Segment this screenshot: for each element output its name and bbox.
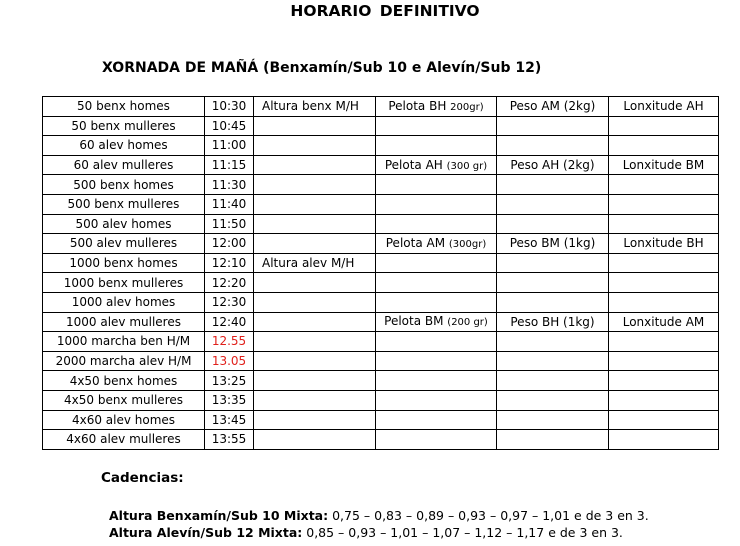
time-cell: 12:00 bbox=[205, 234, 254, 254]
event-cell: 1000 benx mulleres bbox=[43, 273, 205, 293]
pelota-cell bbox=[376, 253, 497, 273]
pelota-cell bbox=[376, 234, 497, 254]
pelota-cell bbox=[376, 214, 497, 234]
event-cell: 1000 alev mulleres bbox=[43, 312, 205, 332]
pelota-cell bbox=[376, 351, 497, 371]
pelota-cell bbox=[376, 410, 497, 430]
pelota-label: Pelota AM bbox=[385, 235, 449, 250]
altura-cell bbox=[254, 136, 376, 156]
event-cell: 500 benx homes bbox=[43, 175, 205, 195]
lonxitude-cell bbox=[609, 351, 719, 371]
time-cell: 11:40 bbox=[205, 194, 254, 214]
altura-cell bbox=[254, 175, 376, 195]
altura-cell bbox=[254, 312, 376, 332]
lonxitude-cell bbox=[609, 390, 719, 410]
time-cell: 10:30 bbox=[205, 97, 254, 117]
altura-cell bbox=[254, 371, 376, 391]
lonxitude-cell bbox=[609, 175, 719, 195]
peso-cell bbox=[497, 371, 609, 391]
time-cell: 11:30 bbox=[205, 175, 254, 195]
time-cell: 13.05 bbox=[205, 351, 254, 371]
altura-cell bbox=[254, 273, 376, 293]
peso-cell bbox=[497, 430, 609, 450]
lonxitude-cell bbox=[609, 253, 719, 273]
pelota-label: Pelota AH bbox=[384, 157, 447, 172]
event-cell: 4x50 benx homes bbox=[43, 371, 205, 391]
altura-cell bbox=[254, 332, 376, 352]
table-row bbox=[43, 410, 719, 430]
time-cell: 10:45 bbox=[205, 116, 254, 136]
lonxitude-cell bbox=[609, 273, 719, 293]
table-row bbox=[43, 155, 719, 175]
lonxitude-cell bbox=[609, 371, 719, 391]
table-row bbox=[43, 234, 719, 254]
table-row bbox=[43, 175, 719, 195]
pelota-weight: (300 gr) bbox=[446, 160, 488, 172]
lonxitude-cell bbox=[609, 332, 719, 352]
pelota-cell bbox=[376, 194, 497, 214]
table-row bbox=[43, 390, 719, 410]
pelota-cell bbox=[376, 332, 497, 352]
event-cell: 50 benx homes bbox=[43, 97, 205, 117]
time-cell: 13:25 bbox=[205, 371, 254, 391]
peso-cell bbox=[497, 351, 609, 371]
time-cell: 13:45 bbox=[205, 410, 254, 430]
altura-cell bbox=[254, 155, 376, 175]
table-row bbox=[43, 312, 719, 332]
time-cell: 12:10 bbox=[205, 253, 254, 273]
event-cell: 1000 marcha ben H/M bbox=[43, 332, 205, 352]
time-cell: 13:55 bbox=[205, 430, 254, 450]
peso-cell bbox=[497, 332, 609, 352]
peso-cell bbox=[497, 194, 609, 214]
event-cell: 500 alev mulleres bbox=[43, 234, 205, 254]
peso-cell: Peso AH (2kg) bbox=[497, 155, 609, 175]
table-row bbox=[43, 332, 719, 352]
pelota-weight: (300gr) bbox=[448, 238, 487, 250]
time-cell: 11:00 bbox=[205, 136, 254, 156]
cadencia-line-alevin bbox=[109, 525, 623, 540]
table-row bbox=[43, 97, 719, 117]
pelota-cell bbox=[376, 97, 497, 117]
lonxitude-cell bbox=[609, 410, 719, 430]
schedule-table bbox=[42, 96, 719, 450]
session-subtitle: XORNADA DE MAÑÁ (Benxamín/Sub 10 e Alevín/Sub 12) bbox=[102, 60, 542, 76]
document-title: HORARIO DEFINITIVO bbox=[290, 2, 480, 20]
pelota-cell bbox=[376, 390, 497, 410]
time-cell: 12:20 bbox=[205, 273, 254, 293]
cadencias-heading: Cadencias: bbox=[101, 470, 184, 486]
time-cell: 12.55 bbox=[205, 332, 254, 352]
peso-cell: Peso AM (2kg) bbox=[497, 97, 609, 117]
altura-cell bbox=[254, 430, 376, 450]
peso-cell bbox=[497, 116, 609, 136]
lonxitude-cell bbox=[609, 430, 719, 450]
lonxitude-cell bbox=[609, 292, 719, 312]
pelota-label: Pelota BM bbox=[384, 314, 448, 329]
table-row bbox=[43, 214, 719, 234]
peso-cell bbox=[497, 175, 609, 195]
altura-cell bbox=[254, 214, 376, 234]
cadencia-value: 0,85 – 0,93 – 1,01 – 1,07 – 1,12 – 1,17 e de 3 en 3. bbox=[302, 525, 623, 540]
peso-cell bbox=[497, 390, 609, 410]
lonxitude-cell bbox=[609, 214, 719, 234]
altura-cell bbox=[254, 292, 376, 312]
lonxitude-cell bbox=[609, 194, 719, 214]
pelota-weight: (200 gr) bbox=[447, 317, 488, 329]
event-cell: 4x60 alev homes bbox=[43, 410, 205, 430]
time-cell: 13:35 bbox=[205, 390, 254, 410]
event-cell: 1000 benx homes bbox=[43, 253, 205, 273]
peso-cell bbox=[497, 410, 609, 430]
event-cell: 4x60 alev mulleres bbox=[43, 430, 205, 450]
altura-cell bbox=[254, 234, 376, 254]
table-row bbox=[43, 292, 719, 312]
event-cell: 2000 marcha alev H/M bbox=[43, 351, 205, 371]
pelota-label: Pelota BH bbox=[388, 98, 451, 113]
pelota-cell bbox=[376, 273, 497, 293]
pelota-cell bbox=[376, 175, 497, 195]
time-cell: 11:50 bbox=[205, 214, 254, 234]
time-cell: 12:40 bbox=[205, 312, 254, 332]
lonxitude-cell: Lonxitude BH bbox=[609, 234, 719, 254]
pelota-cell bbox=[376, 292, 497, 312]
peso-cell bbox=[497, 136, 609, 156]
lonxitude-cell: Lonxitude BM bbox=[609, 155, 719, 175]
table-row bbox=[43, 351, 719, 371]
table-row bbox=[43, 253, 719, 273]
pelota-weight: 200gr) bbox=[450, 101, 484, 113]
table-row bbox=[43, 116, 719, 136]
cadencia-label: Altura Alevín/Sub 12 Mixta: bbox=[109, 525, 303, 540]
peso-cell bbox=[497, 214, 609, 234]
time-cell: 11:15 bbox=[205, 155, 254, 175]
time-cell: 12:30 bbox=[205, 292, 254, 312]
altura-cell: Altura benx M/H bbox=[254, 97, 376, 117]
event-cell: 60 alev homes bbox=[43, 136, 205, 156]
lonxitude-cell bbox=[609, 136, 719, 156]
pelota-cell bbox=[376, 116, 497, 136]
cadencia-label: Altura Benxamín/Sub 10 Mixta: bbox=[109, 508, 329, 523]
pelota-cell bbox=[376, 430, 497, 450]
peso-cell bbox=[497, 273, 609, 293]
altura-cell bbox=[254, 410, 376, 430]
table-row bbox=[43, 430, 719, 450]
peso-cell: Peso BH (1kg) bbox=[497, 312, 609, 332]
event-cell: 1000 alev homes bbox=[43, 292, 205, 312]
table-row bbox=[43, 371, 719, 391]
table-row bbox=[43, 273, 719, 293]
event-cell: 4x50 benx mulleres bbox=[43, 390, 205, 410]
pelota-cell bbox=[376, 155, 497, 175]
pelota-cell bbox=[376, 312, 497, 332]
peso-cell bbox=[497, 292, 609, 312]
altura-cell: Altura alev M/H bbox=[254, 253, 376, 273]
altura-cell bbox=[254, 390, 376, 410]
lonxitude-cell: Lonxitude AM bbox=[609, 312, 719, 332]
table-row bbox=[43, 194, 719, 214]
cadencia-value: 0,75 – 0,83 – 0,89 – 0,93 – 0,97 – 1,01 e de 3 en 3. bbox=[328, 508, 649, 523]
lonxitude-cell bbox=[609, 116, 719, 136]
event-cell: 500 alev homes bbox=[43, 214, 205, 234]
peso-cell bbox=[497, 253, 609, 273]
lonxitude-cell: Lonxitude AH bbox=[609, 97, 719, 117]
pelota-cell bbox=[376, 136, 497, 156]
peso-cell: Peso BM (1kg) bbox=[497, 234, 609, 254]
cadencia-line-benxamin bbox=[109, 508, 649, 523]
altura-cell bbox=[254, 194, 376, 214]
pelota-cell bbox=[376, 371, 497, 391]
altura-cell bbox=[254, 351, 376, 371]
table-row bbox=[43, 136, 719, 156]
altura-cell bbox=[254, 116, 376, 136]
event-cell: 60 alev mulleres bbox=[43, 155, 205, 175]
event-cell: 500 benx mulleres bbox=[43, 194, 205, 214]
event-cell: 50 benx mulleres bbox=[43, 116, 205, 136]
